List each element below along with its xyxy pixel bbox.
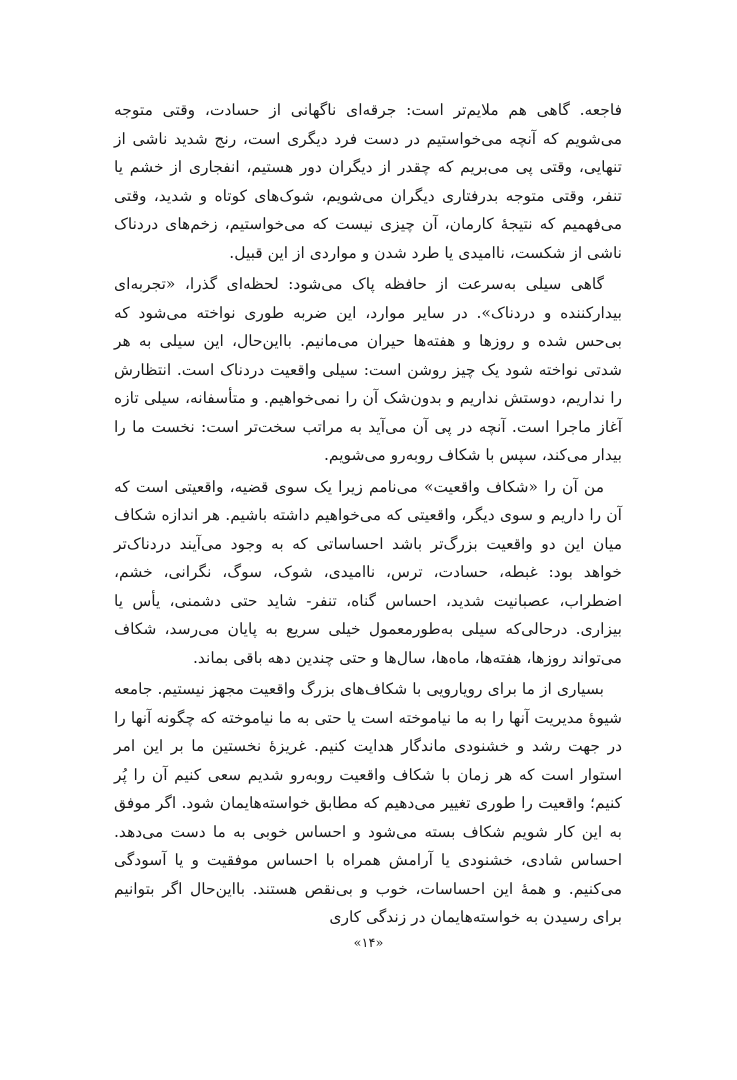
paragraph-3: من آن را «شکاف واقعیت» می‌نامم زیرا یک سوی قضیه، واقعیتی است که آن را داریم و سوی دیگر، واقعیتی که می‌خواهیم داشته باشیم. هر اندازه شکاف میان این دو واقعیت بزرگ‌تر باشد احساساتی که به وجود می‌آیند دردناک‌تر خواهد بود: غبطه، حسادت، ترس، ناامیدی، شوک، سوگ، نگرانی، خشم، اضطراب، عصبانیت شدید، احساس گناه، تنفر- شاید حتی دشمنی، یأس یا بیزاری. درحالی‌که سیلی به‌طورمعمول خیلی سریع به پایان می‌رسد، شکاف می‌تواند روزها، هفته‌ها، ماه‌ها، سال‌ها و حتی چندین دهه باقی بماند. [114,477,622,667]
page-number: «۱۴» [353,936,384,951]
paragraph-4: بسیاری از ما برای رویارویی با شکاف‌های بزرگ واقعیت مجهز نیستیم. جامعه شیوهٔ مدیریت آنها را به ما نیاموخته است یا حتی به ما نیاموخته که چگونه آنها را در جهت رشد و خشنودی ماندگار هدایت کنیم. غریزهٔ نخستین ما بر این امر استوار است که هر زمان با شکاف واقعیت روبه‌رو شدیم سعی کنیم آن را پُر کنیم؛ واقعیت را طوری تغییر می‌دهیم که مطابق خواسته‌هایمان شود. اگر موفق به این کار شویم شکاف بسته می‌شود و احساس خوبی به ما دست می‌دهد. احساس شادی، خشنودی یا آرامش همراه با احساس موفقیت و یا آسودگی می‌کنیم. و همهٔ این احساسات، خوب و بی‌نقص هستند. بااین‌حال اگر بتوانیم برای رسیدن به خواسته‌هایمان در زندگی کاری [114,680,622,926]
paragraph-1: فاجعه. گاهی هم ملایم‌تر است: جرقه‌ای ناگهانی از حسادت، وقتی متوجه می‌شویم که آنچه می‌خواستیم در دست فرد دیگری است، رنج شدید ناشی از تنهایی، وقتی پی می‌بریم که چقدر از دیگران دور هستیم، انفجاری از خشم یا تنفر، وقتی متوجه بدرفتاری دیگران می‌شویم، شوک‌های کوتاه و شدید، وقتی می‌فهمیم که نتیجهٔ کارمان، آن چیزی نیست که می‌خواستیم، زخم‌های دردناک ناشی از شکست، ناامیدی یا طرد شدن و مواردی از این قبیل. [114,101,622,262]
body-text [114,96,622,935]
paragraph-2: گاهی سیلی به‌سرعت از حافظه پاک می‌شود: لحظه‌ای گذرا، «تجربه‌ای بیدارکننده و دردناک». در سایر موارد، این ضربه طوری نواخته می‌شود که بی‌حس شده و روزها و هفته‌ها حیران می‌مانیم. بااین‌حال، این سیلی به هر شدتی نواخته شود یک چیز روشن است: سیلی واقعیت دردناک است. انتظارش را نداریم، دوستش نداریم و بدون‌شک آن را نمی‌خواهیم. و متأسفانه، سیلی تازه آغاز ماجرا است. آنچه در پی آن می‌آید به مراتب سخت‌تر است: نخست ما را بیدار می‌کند، سپس با شکاف روبه‌رو می‌شویم. [114,275,622,464]
